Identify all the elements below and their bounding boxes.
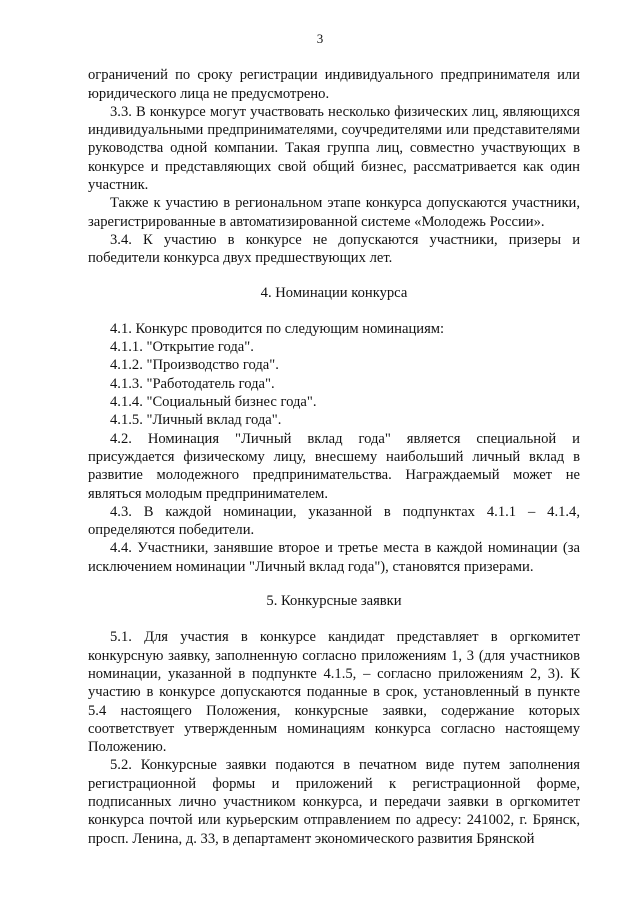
page-number: 3 bbox=[316, 31, 324, 46]
paragraph-3-3-extra: Также к участию в региональном этапе конкурса допускаются участники, зарегистрированные в автоматизированной системе «Молодежь России». bbox=[88, 195, 580, 230]
section-4-heading: 4. Номинации конкурса bbox=[260, 284, 408, 301]
paragraph-4-2: 4.2. Номинация "Личный вклад года" является специальной и присуждается физическому лицу, внесшему наибольший личный вклад в развитие молодежного предпринимательства. Награждаемый может не являться молодым предпринимателем. bbox=[88, 430, 580, 502]
paragraph-3-3: 3.3. В конкурсе могут участвовать несколько физических лиц, являющихся индивидуальными предпринимателями, соучредителями или представителями руководства одной компании. Такая группа лиц, совместно участвующих в конкурсе и представляющих свой общий бизнес, рассматривается как один участник. bbox=[88, 103, 580, 194]
section-5-heading: 5. Конкурсные заявки bbox=[266, 593, 402, 610]
nomination-item: 4.1.1. "Открытие года". bbox=[110, 339, 254, 356]
paragraph-4-4: 4.4. Участники, занявшие второе и третье места в каждой номинации (за исключением номинации "Личный вклад года"), становятся призерами. bbox=[88, 540, 580, 575]
nomination-item: 4.1.3. "Работодатель года". bbox=[110, 375, 275, 392]
nomination-item: 4.1.5. "Личный вклад года". bbox=[110, 412, 282, 429]
nomination-item: 4.1.4. "Социальный бизнес года". bbox=[110, 394, 317, 411]
paragraph-continuation: ограничений по сроку регистрации индивидуального предпринимателя или юридического лица не предусмотрено. bbox=[88, 67, 580, 102]
paragraph-4-3: 4.3. В каждой номинации, указанной в подпунктах 4.1.1 – 4.1.4, определяются победители. bbox=[88, 503, 580, 539]
paragraph-4-1: 4.1. Конкурс проводится по следующим номинациям: bbox=[110, 320, 445, 337]
paragraph-3-4: 3.4. К участию в конкурсе не допускаются участники, призеры и победители конкурса двух предшествующих лет. bbox=[88, 231, 580, 267]
nomination-item: 4.1.2. "Производство года". bbox=[110, 357, 279, 374]
paragraph-5-2: 5.2. Конкурсные заявки подаются в печатном виде путем заполнения регистрационной формы и приложений к регистрационной форме, подписанных лично участником конкурса, и передачи заявки в оргкомитет конкурса почтой или курьерским отправлением по адресу: 241002, г. Брянск, просп. Ленина, д. 33, в департамент экономического развития Брянской bbox=[88, 757, 580, 847]
paragraph-5-1: 5.1. Для участия в конкурсе кандидат представляет в оргкомитет конкурсную заявку, заполненную согласно приложениям 1, 3 (для участников номинации, указанной в подпункте 4.1.5, – согласно приложениям 2, 3). К участию в конкурсе допускаются поданные в срок, установленный в пункте 5.4 настоящего Положения, конкурсные заявки, содержание которых соответствует утвержденным номинациям конкурса согласно настоящему Положению. bbox=[88, 629, 580, 756]
